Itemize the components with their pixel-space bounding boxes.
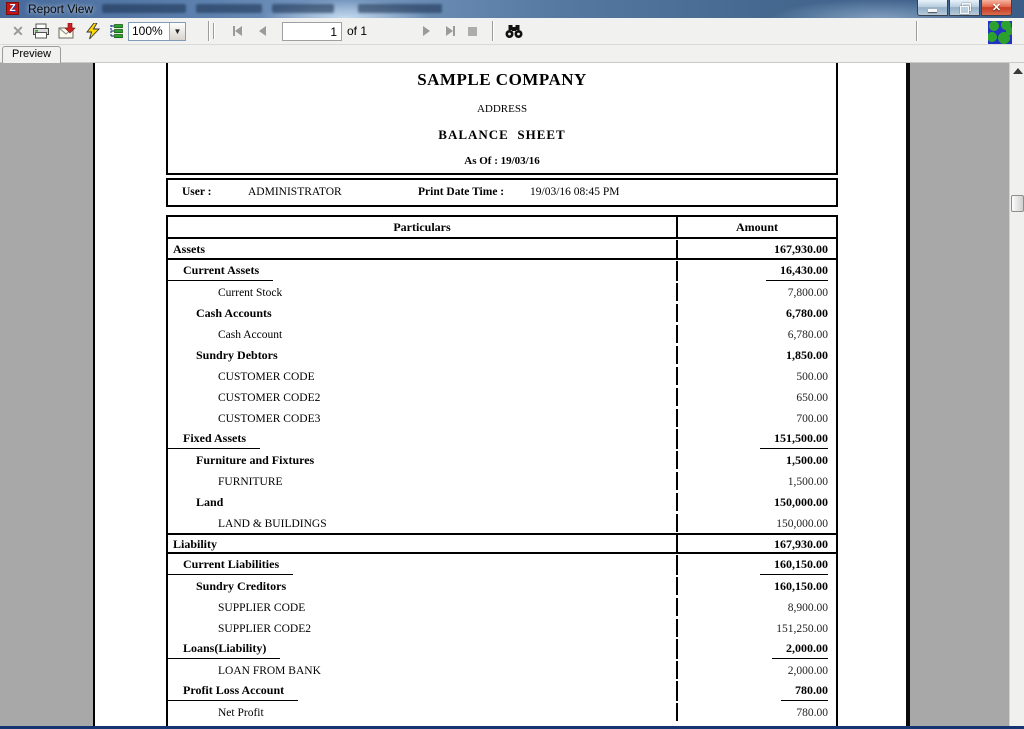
next-page-icon	[423, 26, 430, 36]
row-amount: 780.00	[796, 706, 828, 719]
row-label: SUPPLIER CODE	[218, 601, 306, 614]
row-label: CUSTOMER CODE2	[218, 391, 321, 404]
row-amount: 151,250.00	[776, 622, 828, 635]
row-amount: 150,000.00	[776, 517, 828, 530]
row-label: Net Profit	[218, 706, 264, 719]
table-row	[168, 302, 836, 323]
report-title: BALANCE SHEET	[438, 127, 566, 142]
minimize-button[interactable]	[917, 0, 948, 16]
row-label: Current Liabilities	[168, 555, 293, 575]
company-address: ADDRESS	[476, 103, 528, 115]
app-icon: Z	[6, 2, 19, 15]
window-controls	[917, 0, 1012, 16]
row-label: Current Assets	[168, 261, 273, 281]
vertical-scrollbar[interactable]	[1009, 63, 1024, 726]
minimize-icon	[928, 9, 937, 12]
zoom-level-value: 100%	[132, 24, 163, 38]
row-amount: 167,930.00	[774, 537, 828, 551]
close-icon: ✕	[991, 1, 1002, 14]
column-header-particulars: Particulars	[168, 217, 678, 237]
row-label: CUSTOMER CODE	[218, 370, 315, 383]
row-amount: 7,800.00	[787, 286, 828, 299]
search-button[interactable]	[502, 21, 526, 41]
table-row	[168, 260, 836, 281]
table-row	[168, 239, 836, 260]
binoculars-icon	[504, 24, 524, 39]
ghost-text	[358, 4, 442, 13]
previous-page-icon	[259, 26, 266, 36]
table-row	[168, 449, 836, 470]
row-label: Land	[196, 494, 224, 509]
tab-preview[interactable]: Preview	[2, 46, 61, 63]
user-label: User :	[182, 186, 212, 198]
first-page-icon	[235, 26, 242, 36]
zoom-combobox[interactable]	[128, 22, 186, 41]
table-row	[168, 680, 836, 701]
row-amount: 500.00	[796, 370, 828, 383]
close-report-button[interactable]	[8, 21, 28, 41]
print-button[interactable]	[30, 21, 52, 41]
row-amount: 650.00	[796, 391, 828, 404]
row-label: Assets	[173, 241, 205, 256]
row-amount: 16,430.00	[766, 261, 828, 281]
table-row	[168, 491, 836, 512]
table-row	[168, 470, 836, 491]
table-row	[168, 344, 836, 365]
row-label: LAND & BUILDINGS	[218, 517, 327, 530]
report-content-area	[0, 63, 1024, 726]
ghost-text	[272, 4, 334, 13]
row-amount: 780.00	[781, 681, 828, 701]
table-row	[168, 554, 836, 575]
export-icon	[58, 23, 77, 40]
toolbar-separator	[213, 23, 215, 39]
toolbar-separator	[208, 21, 210, 41]
refresh-button[interactable]	[84, 21, 102, 41]
table-row	[168, 617, 836, 638]
table-row	[168, 365, 836, 386]
row-amount: 160,150.00	[760, 555, 828, 575]
toolbar-separator	[492, 21, 494, 41]
scroll-up-icon[interactable]	[1013, 68, 1023, 74]
row-label: SUPPLIER CODE2	[218, 622, 311, 635]
row-label: Current Stock	[218, 286, 283, 299]
table-row	[168, 281, 836, 302]
row-label: Furniture and Fixtures	[196, 452, 315, 467]
row-amount: 6,780.00	[787, 328, 828, 341]
user-value: ADMINISTRATOR	[248, 186, 342, 198]
table-row	[168, 533, 836, 554]
table-row	[168, 659, 836, 680]
report-user-box	[166, 178, 838, 207]
scrollbar-thumb[interactable]	[1011, 195, 1024, 212]
row-label: Cash Account	[218, 328, 283, 341]
group-tree-icon	[108, 23, 124, 39]
row-label: Sundry Debtors	[196, 347, 278, 362]
ghost-text	[196, 4, 262, 13]
row-label: CUSTOMER CODE3	[218, 412, 321, 425]
window-title: Report View	[28, 2, 94, 16]
row-amount: 2,000.00	[787, 664, 828, 677]
table-row	[168, 701, 836, 722]
toolbar-separator	[916, 21, 918, 41]
table-header-row	[168, 217, 836, 239]
chevron-down-icon: ▼	[173, 27, 182, 36]
first-page-button[interactable]	[228, 21, 246, 41]
company-name: SAMPLE COMPANY	[417, 70, 587, 89]
tab-bar	[0, 45, 1024, 63]
toggle-group-tree-button[interactable]	[106, 21, 126, 41]
row-label: Liability	[173, 537, 218, 551]
row-amount: 151,500.00	[760, 429, 828, 449]
row-label: Sundry Creditors	[196, 578, 287, 593]
print-datetime-value: 19/03/16 08:45 PM	[530, 186, 620, 198]
restore-button[interactable]	[949, 0, 980, 16]
row-label: LOAN FROM BANK	[218, 664, 321, 677]
page-count-label: of 1	[347, 24, 368, 38]
app-logo-icon	[988, 21, 1012, 44]
row-label: Fixed Assets	[168, 429, 260, 449]
row-amount: 2,000.00	[772, 639, 828, 659]
table-row	[168, 407, 836, 428]
report-header-box	[166, 63, 838, 175]
row-amount: 1,850.00	[786, 347, 828, 362]
lightning-icon	[86, 23, 100, 40]
stop-icon	[468, 27, 477, 36]
row-amount: 160,150.00	[774, 578, 828, 593]
next-page-button[interactable]	[418, 21, 434, 41]
zoom-dropdown-button[interactable]	[169, 23, 185, 40]
last-page-icon	[446, 26, 453, 36]
page-number-input[interactable]	[282, 22, 342, 41]
export-button[interactable]	[56, 21, 78, 41]
table-row	[168, 323, 836, 344]
row-label: Cash Accounts	[196, 305, 272, 320]
printer-icon	[32, 23, 50, 39]
row-amount: 700.00	[796, 412, 828, 425]
report-table-rows	[168, 239, 836, 722]
row-amount: 1,500.00	[786, 452, 828, 467]
table-row	[168, 638, 836, 659]
toolbar	[0, 18, 1024, 45]
row-label: FURNITURE	[218, 475, 283, 488]
previous-page-button[interactable]	[254, 21, 270, 41]
report-table	[166, 215, 838, 728]
stop-loading-button[interactable]	[465, 21, 479, 41]
table-row	[168, 596, 836, 617]
row-amount: 6,780.00	[786, 305, 828, 320]
table-row	[168, 512, 836, 533]
row-amount: 8,900.00	[787, 601, 828, 614]
last-page-icon	[453, 26, 455, 36]
row-amount: 150,000.00	[774, 494, 828, 509]
report-page	[93, 63, 910, 726]
table-row	[168, 386, 836, 407]
titlebar	[0, 0, 1024, 18]
restore-icon	[960, 3, 969, 12]
table-row	[168, 428, 836, 449]
ghost-text	[102, 4, 186, 13]
row-label: Loans(Liability)	[168, 639, 280, 659]
row-amount: 1,500.00	[787, 475, 828, 488]
column-header-amount: Amount	[735, 220, 778, 234]
table-row	[168, 575, 836, 596]
row-label: Profit Loss Account	[168, 681, 298, 701]
row-amount: 167,930.00	[774, 241, 828, 256]
as-of-date: As Of : 19/03/16	[464, 155, 540, 167]
print-datetime-label: Print Date Time :	[418, 186, 505, 198]
close-report-icon: ✕	[12, 22, 24, 39]
last-page-button[interactable]	[441, 21, 459, 41]
close-button[interactable]	[981, 0, 1012, 16]
